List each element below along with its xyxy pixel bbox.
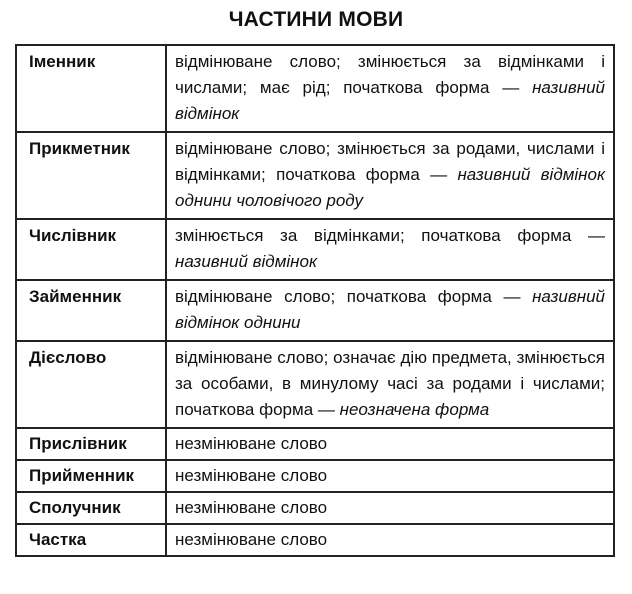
description-text: змінюється за відмінками; початкова форма — <box>175 226 605 245</box>
description-cell: незмінюване слово <box>166 428 614 460</box>
description-cell: незмінюване слово <box>166 492 614 524</box>
description-text: відмінюване слово; означає дію предмета, змінюється за особами, в минулому часі за родами і числами; початкова форма — <box>175 348 605 419</box>
table-row <box>16 341 614 428</box>
term-cell: Займенник <box>16 280 166 341</box>
description-cell <box>166 132 614 219</box>
table-row <box>16 524 614 556</box>
description-cell: незмінюване слово <box>166 524 614 556</box>
description-cell <box>166 219 614 280</box>
description-cell: незмінюване слово <box>166 460 614 492</box>
term-cell: Дієслово <box>16 341 166 428</box>
description-italic: називний відмінок однини <box>175 287 605 332</box>
term-cell: Числівник <box>16 219 166 280</box>
page-title: ЧАСТИНИ МОВИ <box>228 8 404 31</box>
description-italic: називний відмінок однини чоловічого роду <box>175 165 605 210</box>
description-italic: називний відмінок <box>175 78 605 123</box>
term-cell: Іменник <box>16 45 166 132</box>
description-text: відмінюване слово; початкова форма — <box>175 287 533 306</box>
description-cell <box>166 45 614 132</box>
term-cell: Частка <box>16 524 166 556</box>
term-cell: Прикметник <box>16 132 166 219</box>
table-row <box>16 428 614 460</box>
table-row <box>16 460 614 492</box>
term-cell: Прийменник <box>16 460 166 492</box>
term-cell: Прислівник <box>16 428 166 460</box>
table-row <box>16 219 614 280</box>
description-italic: неозначена форма <box>339 400 490 419</box>
table-row <box>16 132 614 219</box>
table-row <box>16 45 614 132</box>
table-row <box>16 280 614 341</box>
description-italic: називний відмінок <box>175 252 317 271</box>
description-text: відмінюване слово; змінюється за родами, числами і відмінками; початкова форма — <box>175 139 605 184</box>
description-text: відмінюване слово; змінюється за відмінками і числами; має рід; початкова форма — <box>175 52 605 97</box>
term-cell: Сполучник <box>16 492 166 524</box>
description-cell <box>166 280 614 341</box>
description-cell <box>166 341 614 428</box>
parts-of-speech-table <box>15 44 615 557</box>
table-row <box>16 492 614 524</box>
